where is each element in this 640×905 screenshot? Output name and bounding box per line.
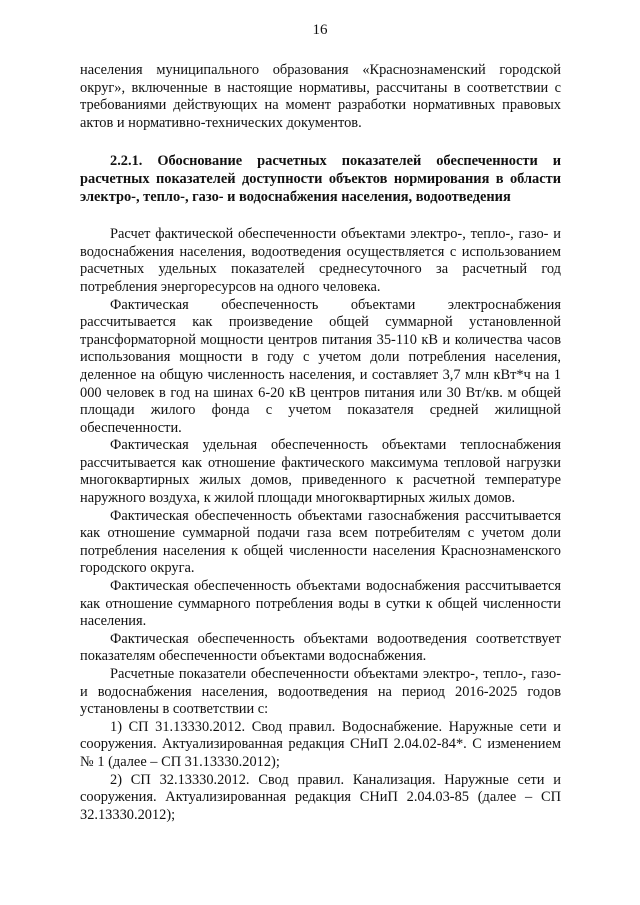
paragraph-water-supply: Фактическая обеспеченность объектами водоснабжения рассчитывается как отношение суммарного потребления воды в сутки к общей численности населения. — [80, 578, 561, 630]
section-heading: 2.2.1. Обоснование расчетных показателей обеспеченности и расчетных показателей доступности объектов нормирования в области электро-, тепло-, газо- и водоснабжения населения, водоотведения — [80, 153, 561, 205]
paragraph-electricity: Фактическая обеспеченность объектами электроснабжения рассчитывается как произведение общей суммарной установленной трансформаторной мощности центров питания 35-110 кВ и количества часов использования мощности в году с учетом доли потребления населения, деленное на общую численность населения, и составляет 3,7 млн кВт*ч на 1 000 человек в год на шинах 6-20 кВ центров питания или 30 Вт/кв. м общей площади жилого фонда с учетом показателя средней жилищной обеспеченности. — [80, 296, 561, 436]
paragraph-wastewater: Фактическая обеспеченность объектами водоотведения соответствует показателям обеспеченности объектами водоснабжения. — [80, 630, 561, 665]
list-item: 2) СП 32.13330.2012. Свод правил. Канализация. Наружные сети и сооружения. Актуализированная редакция СНиП 2.04.03-85 (далее – СП 32.13330.2012); — [80, 771, 561, 823]
paragraph-heat: Фактическая удельная обеспеченность объектами теплоснабжения рассчитывается как отношение фактического максимума тепловой нагрузки многоквартирных жилых домов, приведенного к расчетной температуре наружного воздуха, к жилой площади многоквартирных жилых домов. — [80, 437, 561, 507]
page-number: 16 — [312, 22, 328, 38]
list-item: 1) СП 31.13330.2012. Свод правил. Водоснабжение. Наружные сети и сооружения. Актуализированная редакция СНиП 2.04.02-84*. С изменением № 1 (далее – СП 31.13330.2012); — [80, 718, 561, 770]
intro-paragraph: населения муниципального образования «Краснознаменский городской округ», включенные в настоящие нормативы, рассчитаны в соответствии с требованиями действующих на момент разработки нормативных правовых актов и нормативно-технических документов. — [80, 62, 561, 131]
paragraph-standards-intro: Расчетные показатели обеспеченности объектами электро-, тепло-, газо- и водоснабжения населения, водоотведения на период 2016-2025 годов установлены в соответствии с: — [80, 666, 561, 718]
paragraph-gas: Фактическая обеспеченность объектами газоснабжения рассчитывается как отношение суммарной подачи газа всем потребителям с учетом доли потребления населения к общей численности населения Краснознаменского городского округа. — [80, 507, 561, 577]
page-content — [80, 62, 561, 824]
paragraph-general: Расчет фактической обеспеченности объектами электро-, тепло-, газо- и водоснабжения населения, водоотведения осуществляется с использованием расчетных удельных показателей среднесуточного за расчетный год потребления энергоресурсов на одного человека. — [80, 226, 561, 295]
